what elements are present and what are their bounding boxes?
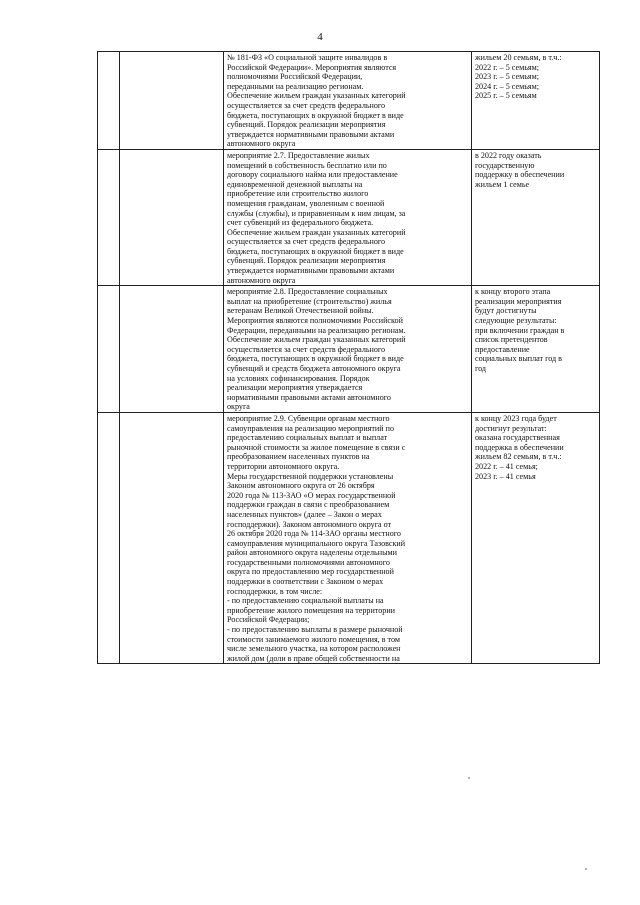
- measure-description-cell: [224, 412, 472, 663]
- text-line: стоимости занимаемого жилого помещения, в том: [227, 634, 400, 644]
- subprogram-cell: [120, 149, 224, 285]
- number-cell: [98, 412, 120, 663]
- table-row: [98, 149, 600, 285]
- text-line: 2022 г. – 5 семьям;: [475, 62, 539, 72]
- text-line: Меры государственной поддержки установлены: [227, 471, 394, 481]
- expected-result-cell: [472, 149, 600, 285]
- number-cell: [98, 52, 120, 150]
- text-line: службы (службы), и приравненным к ним лицам, за: [227, 208, 406, 218]
- text-line: осуществляется за счет средств федерального: [227, 237, 386, 247]
- text-line: территории автономного округа.: [227, 461, 340, 471]
- text-line: Обеспечение жильем граждан указанных категорий: [227, 227, 406, 237]
- text-line: осуществляется за счет средств федерального: [227, 344, 386, 354]
- number-cell: [98, 286, 120, 413]
- text-line: поддержку в обеспечении: [475, 170, 565, 180]
- table-row: [98, 286, 600, 413]
- text-line: Российской Федерации». Мероприятия являются: [227, 62, 397, 72]
- text-line: мероприятие 2.8. Предоставление социальных: [227, 287, 388, 297]
- table-body: [98, 52, 600, 664]
- expected-result-cell: [472, 286, 600, 413]
- text-line: предоставлению социальных выплат и выплат: [227, 433, 388, 443]
- text-line: поддержки граждан в связи с преобразованием: [227, 500, 390, 510]
- text-line: округа по предоставлению мер государственной: [227, 567, 394, 577]
- text-line: единовременной денежной выплаты на: [227, 179, 363, 189]
- text-line: достигнут результат:: [475, 423, 547, 433]
- text-line: год: [475, 364, 487, 373]
- text-line: бюджета, поступающих в окружной бюджет в виде: [227, 110, 404, 120]
- scan-speck: [585, 868, 587, 870]
- expected-result-cell: [472, 412, 600, 663]
- text-line: ветеранам Великой Отечественной войны.: [227, 306, 374, 316]
- text-line: преобразованием населенных пунктов на: [227, 452, 370, 462]
- page-number: 4: [317, 31, 323, 43]
- text-line: Мероприятия являются полномочиями Российской: [227, 316, 403, 326]
- text-line: автономного округа: [227, 275, 296, 285]
- text-line: реализации мероприятия утверждается: [227, 383, 363, 393]
- text-line: приобретение или строительство жилого: [227, 189, 369, 199]
- text-line: жильем 1 семье: [475, 179, 530, 189]
- text-line: субвенций. Порядок реализации мероприятия: [227, 120, 386, 130]
- text-line: 2025 г. – 5 семьям: [475, 91, 537, 101]
- text-line: числе земельного участка, на котором расположен: [227, 644, 401, 654]
- text-line: мероприятие 2.7. Предоставление жилых: [227, 150, 370, 160]
- text-line: на условиях софинансирования. Порядок: [227, 373, 370, 383]
- table-row: [98, 52, 600, 150]
- text-line: при включении граждан в: [475, 325, 565, 335]
- text-line: Российской Федерации;: [227, 615, 310, 625]
- text-line: - по предоставлению выплаты в размере рыночной: [227, 625, 403, 635]
- text-line: район автономного округа наделены отдельными: [227, 548, 397, 558]
- scan-speck: [468, 777, 470, 779]
- text-line: жильем 20 семьям, в т.ч.:: [475, 53, 562, 62]
- text-line: самоуправления на реализацию мероприятий по: [227, 423, 395, 433]
- text-line: 2022 г. – 41 семья;: [475, 461, 538, 471]
- text-line: населенных пунктов» (далее – Закон о мерах: [227, 509, 382, 519]
- text-line: бюджета, поступающих в окружной бюджет в виде: [227, 354, 404, 364]
- text-line: самоуправления муниципального округа Тазовский: [227, 538, 406, 548]
- text-line: помещений в собственность бесплатно или по: [227, 160, 387, 170]
- program-measures-table: [97, 51, 600, 664]
- text-line: жильем 82 семьям, в т.ч.:: [475, 452, 562, 462]
- subprogram-cell: [120, 52, 224, 150]
- text-line: Законом автономного округа от 26 октября: [227, 481, 375, 491]
- text-line: субвенций. Порядок реализации мероприятия: [227, 256, 386, 266]
- text-line: утверждается нормативными правовыми актами: [227, 129, 395, 139]
- expected-result-cell: [472, 52, 600, 150]
- text-line: выплат на приобретение (строительство) жилья: [227, 296, 392, 306]
- text-line: господдержки, в том числе:: [227, 586, 323, 596]
- measure-description-cell: [224, 149, 472, 285]
- text-line: 2023 г. – 5 семьям;: [475, 72, 539, 82]
- text-line: реализации мероприятия: [475, 296, 562, 306]
- text-line: 2023 г. – 41 семья: [475, 471, 536, 481]
- text-line: приобретение жилого помещения на территории: [227, 605, 395, 615]
- text-line: государственную: [475, 160, 535, 170]
- text-line: Федерации, переданными на реализацию регионам.: [227, 325, 406, 335]
- text-line: 2020 года № 113-ЗАО «О мерах государственной: [227, 490, 396, 500]
- text-line: № 181-ФЗ «О социальной защите инвалидов в: [227, 53, 388, 62]
- text-line: поддержка в обеспечении: [475, 442, 564, 452]
- text-line: к концу 2023 года будет: [475, 413, 557, 423]
- text-line: автономного округа: [227, 139, 296, 149]
- text-line: переданными на реализацию регионам.: [227, 81, 364, 91]
- text-line: Обеспечение жильем граждан указанных категорий: [227, 335, 406, 345]
- number-cell: [98, 149, 120, 285]
- text-line: государственными полномочиями автономного: [227, 557, 390, 567]
- text-line: социальных выплат год в: [475, 354, 563, 364]
- subprogram-cell: [120, 286, 224, 413]
- text-line: полномочиями Российской Федерации,: [227, 72, 363, 82]
- text-line: поддержки в соответствии с Законом о мерах: [227, 577, 384, 587]
- text-line: в 2022 году оказать: [475, 150, 542, 160]
- text-line: помещения гражданам, уволенным с военной: [227, 198, 385, 208]
- measure-description-cell: [224, 286, 472, 413]
- text-line: будут достигнуты: [475, 306, 537, 316]
- text-line: к концу второго этапа: [475, 287, 551, 297]
- subprogram-cell: [120, 412, 224, 663]
- text-line: утверждается нормативными правовыми актами: [227, 266, 395, 276]
- text-line: 2024 г. – 5 семьям;: [475, 81, 539, 91]
- text-line: счет субвенций из федерального бюджета.: [227, 218, 374, 228]
- text-line: следующие результаты:: [475, 316, 557, 326]
- text-line: рыночной стоимости за жилое помещение в связи с: [227, 442, 406, 452]
- text-line: мероприятие 2.9. Субвенции органам местного: [227, 413, 390, 423]
- text-line: оказана государственная: [475, 433, 560, 443]
- text-line: список претендентов: [475, 335, 548, 345]
- text-line: округа: [227, 402, 250, 412]
- text-line: бюджета, поступающих в окружной бюджет в виде: [227, 246, 404, 256]
- text-line: нормативными правовыми актами автономного: [227, 392, 391, 402]
- table-row: [98, 412, 600, 663]
- text-line: - по предоставлению социальной выплаты на: [227, 596, 384, 606]
- text-line: субвенций и средств бюджета автономного округа: [227, 364, 401, 373]
- text-line: предоставление: [475, 344, 530, 354]
- text-line: жилой дом (доли в праве общей собственности на: [227, 653, 400, 663]
- text-line: господдержки). Законом автономного округа от: [227, 519, 392, 529]
- text-line: осуществляется за счет средств федерального: [227, 100, 386, 110]
- text-line: 26 октября 2020 года № 114-ЗАО органы местного: [227, 529, 401, 539]
- text-line: договору социального найма или предоставление: [227, 170, 398, 180]
- measure-description-cell: [224, 52, 472, 150]
- text-line: Обеспечение жильем граждан указанных категорий: [227, 91, 406, 101]
